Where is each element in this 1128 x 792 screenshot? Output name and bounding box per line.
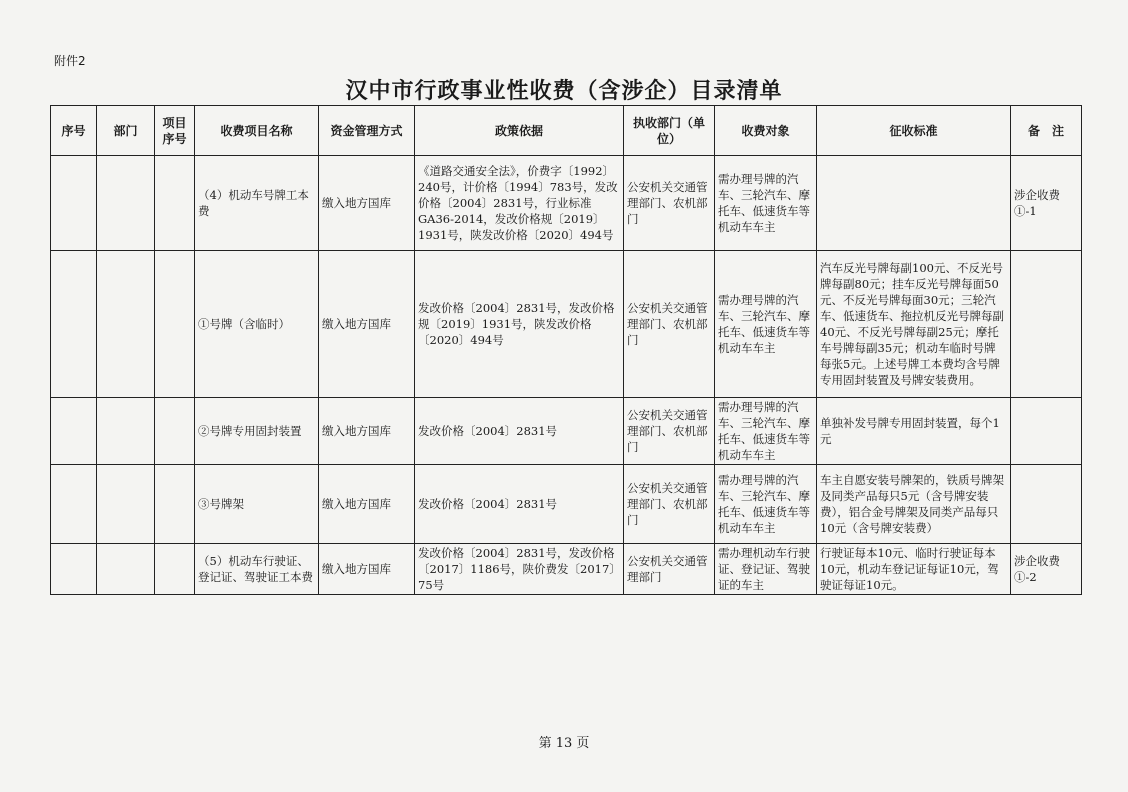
cell-basis: 发改价格〔2004〕2831号，发改价格规〔2019〕1931号，陕发改价格〔2020〕494号 xyxy=(415,251,624,398)
col-header: 项目序号 xyxy=(155,106,195,156)
cell-standard: 车主自愿安装号牌架的，铁质号牌架及同类产品每只5元（含号牌安装费），铝合金号牌架及同类产品每只10元（含号牌安装费） xyxy=(817,465,1011,544)
cell-basis: 发改价格〔2004〕2831号，发改价格〔2017〕1186号，陕价费发〔2017〕75号 xyxy=(415,544,624,595)
fee-catalog-table xyxy=(50,105,1082,595)
col-header: 征收标准 xyxy=(817,106,1011,156)
cell-remark xyxy=(1011,251,1082,398)
attachment-label: 附件2 xyxy=(54,54,86,68)
cell-fund: 缴入地方国库 xyxy=(319,251,415,398)
cell-remark: 涉企收费①-1 xyxy=(1011,156,1082,251)
cell-no xyxy=(51,156,97,251)
cell-standard xyxy=(817,156,1011,251)
cell-fund: 缴入地方国库 xyxy=(319,544,415,595)
cell-dept xyxy=(97,465,155,544)
col-header: 资金管理方式 xyxy=(319,106,415,156)
cell-item-no xyxy=(155,251,195,398)
col-header: 政策依据 xyxy=(415,106,624,156)
cell-target: 需办理号牌的汽车、三轮汽车、摩托车、低速货车等机动车车主 xyxy=(715,156,817,251)
cell-unit: 公安机关交通管理部门、农机部门 xyxy=(624,398,715,465)
table-header-row xyxy=(51,106,1082,156)
cell-remark: 涉企收费①-2 xyxy=(1011,544,1082,595)
table-row xyxy=(51,544,1082,595)
cell-item-no xyxy=(155,156,195,251)
cell-basis: 发改价格〔2004〕2831号 xyxy=(415,465,624,544)
cell-fund: 缴入地方国库 xyxy=(319,465,415,544)
cell-remark xyxy=(1011,465,1082,544)
cell-unit: 公安机关交通管理部门 xyxy=(624,544,715,595)
col-header: 序号 xyxy=(51,106,97,156)
cell-standard: 汽车反光号牌每副100元、不反光号牌每副80元；挂车反光号牌每面50元、不反光号牌每面30元；三轮汽车、低速货车、拖拉机反光号牌每副40元、不反光号牌每副25元；摩托车号牌每副35元；机动车临时号牌每张5元。上述号牌工本费均含号牌专用固封装置及号牌安装费用。 xyxy=(817,251,1011,398)
col-header: 执收部门（单位） xyxy=(624,106,715,156)
cell-name: （5）机动车行驶证、登记证、驾驶证工本费 xyxy=(195,544,319,595)
cell-name: ②号牌专用固封装置 xyxy=(195,398,319,465)
cell-dept xyxy=(97,251,155,398)
col-header: 部门 xyxy=(97,106,155,156)
cell-no xyxy=(51,251,97,398)
cell-name: ①号牌（含临时） xyxy=(195,251,319,398)
cell-unit: 公安机关交通管理部门、农机部门 xyxy=(624,156,715,251)
cell-unit: 公安机关交通管理部门、农机部门 xyxy=(624,251,715,398)
col-header: 收费对象 xyxy=(715,106,817,156)
cell-fund: 缴入地方国库 xyxy=(319,398,415,465)
cell-basis: 《道路交通安全法》，价费字〔1992〕240号，计价格〔1994〕783号，发改价格〔2004〕2831号，行业标准GA36-2014，发改价格规〔2019〕1931号，陕发改价格〔2020〕494号 xyxy=(415,156,624,251)
cell-no xyxy=(51,544,97,595)
cell-target: 需办理号牌的汽车、三轮汽车、摩托车、低速货车等机动车车主 xyxy=(715,398,817,465)
cell-basis: 发改价格〔2004〕2831号 xyxy=(415,398,624,465)
cell-dept xyxy=(97,156,155,251)
cell-dept xyxy=(97,398,155,465)
cell-item-no xyxy=(155,465,195,544)
cell-name: （4）机动车号牌工本费 xyxy=(195,156,319,251)
cell-dept xyxy=(97,544,155,595)
col-header: 收费项目名称 xyxy=(195,106,319,156)
cell-no xyxy=(51,398,97,465)
col-header: 备 注 xyxy=(1011,106,1082,156)
cell-item-no xyxy=(155,398,195,465)
page-number: 第 13 页 xyxy=(538,736,590,751)
cell-target: 需办理号牌的汽车、三轮汽车、摩托车、低速货车等机动车车主 xyxy=(715,251,817,398)
cell-remark xyxy=(1011,398,1082,465)
cell-target: 需办理机动车行驶证、登记证、驾驶证的车主 xyxy=(715,544,817,595)
cell-name: ③号牌架 xyxy=(195,465,319,544)
table-row xyxy=(51,156,1082,251)
cell-standard: 单独补发号牌专用固封装置，每个1元 xyxy=(817,398,1011,465)
table-row xyxy=(51,251,1082,398)
table-row xyxy=(51,465,1082,544)
cell-no xyxy=(51,465,97,544)
table-row xyxy=(51,398,1082,465)
cell-standard: 行驶证每本10元、临时行驶证每本10元，机动车登记证每证10元，驾驶证每证10元。 xyxy=(817,544,1011,595)
cell-target: 需办理号牌的汽车、三轮汽车、摩托车、低速货车等机动车车主 xyxy=(715,465,817,544)
cell-fund: 缴入地方国库 xyxy=(319,156,415,251)
cell-unit: 公安机关交通管理部门、农机部门 xyxy=(624,465,715,544)
page-title: 汉中市行政事业性收费（含涉企）目录清单 xyxy=(345,78,783,104)
cell-item-no xyxy=(155,544,195,595)
